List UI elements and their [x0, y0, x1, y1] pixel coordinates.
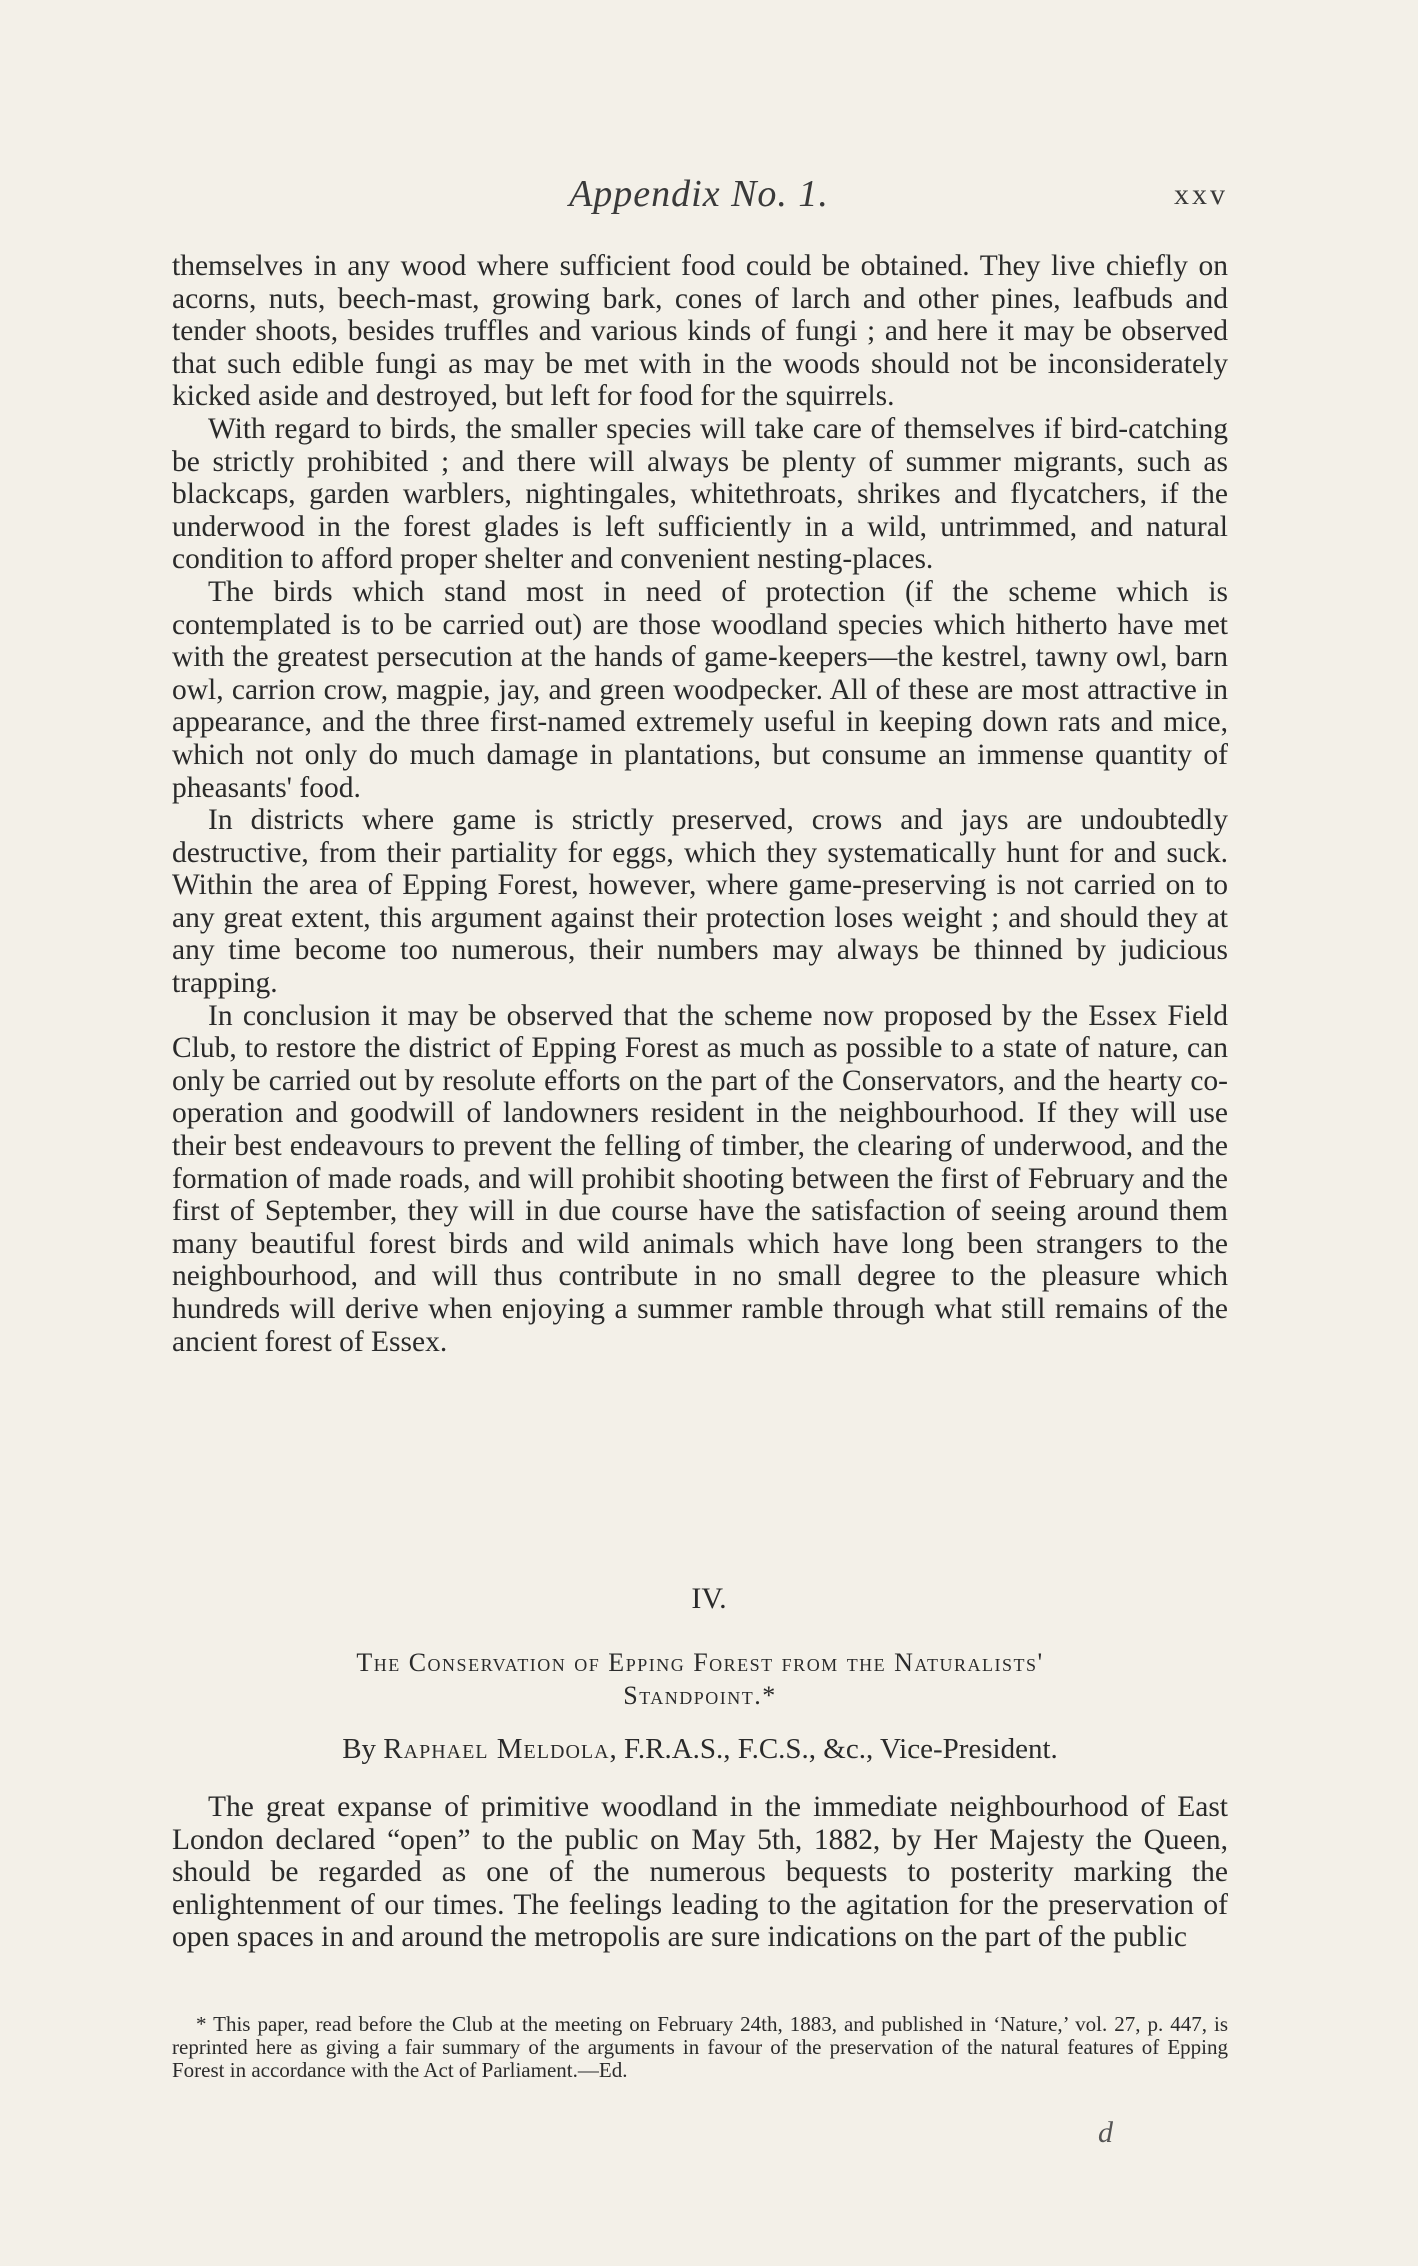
article-opening-paragraph: The great expanse of primitive woodland in the immediate neighbourhood of East London declared “open” to the public on May 5th, 1882, by Her Majesty the Queen, should be regarded as one of the numerous bequests to posterity marking the enlightenment of our times. The feelings leading to the agitation for the preservation of open spaces in and around the metropolis are sure indications on the part of the public [172, 1791, 1228, 1954]
paragraph-protected-birds: The birds which stand most in need of protection (if the scheme which is contemplated is to be carried out) are those woodland species which hitherto have met with the greatest persecution at the hands of game-keepers—the kestrel, tawny owl, barn owl, carrion crow, magpie, jay, and green woodpecker. All of these are most attractive in appearance, and the three first-named extremely useful in keeping down rats and mice, which not only do much damage in plantations, but consume an immense quantity of pheasants' food. [172, 575, 1228, 804]
paragraph-squirrels-food: themselves in any wood where sufficient food could be obtained. They live chiefly on acorns, nuts, beech-mast, growing bark, cones of larch and other pines, leafbuds and tender shoots, besides truffles and various kinds of fungi ; and here it may be observed that such edible fungi as may be met with in the woods should not be inconsiderately kicked aside and destroyed, but left for food for the squirrels. [172, 250, 1228, 413]
paragraph-crows-jays: In districts where game is strictly preserved, crows and jays are undoubtedly destructive, from their partiality for eggs, which they systematically hunt for and suck. Within the area of Epping Forest, however, where game-preserving is not carried on to any great extent, this argument against their protection loses weight ; and should they at any time become too numerous, their numbers may always be thinned by judicious trapping. [172, 804, 1228, 1000]
running-title: Appendix No. 1. [569, 173, 829, 215]
page-header [170, 172, 1228, 222]
article-title [170, 1646, 1230, 1712]
article-title-line-1: The Conservation of Epping Forest from the Naturalists' [356, 1648, 1044, 1677]
page-number: xxv [1174, 178, 1228, 211]
article-title-line-2: Standpoint.* [623, 1681, 777, 1710]
body-text [172, 250, 1228, 1358]
paragraph-birds: With regard to birds, the smaller species will take care of themselves if bird-catching be strictly prohibited ; and there will always be plenty of summer migrants, such as blackcaps, garden warblers, nightingales, whitethroats, shrikes and flycatchers, if the underwood in the forest glades is left sufficiently in a wild, untrimmed, and natural condition to afford proper shelter and convenient nesting-places. [172, 412, 1228, 576]
author-name: Raphael Meldola [383, 1733, 610, 1765]
byline-prefix: By [342, 1733, 384, 1765]
author-credentials: , F.R.A.S., F.C.S., &c., Vice-President. [609, 1733, 1058, 1765]
paragraph-conclusion: In conclusion it may be observed that the scheme now proposed by the Essex Field Club, to restore the district of Epping Forest as much as possible to a state of nature, can only be carried out by resolute efforts on the part of the Conservators, and the hearty co-operation and goodwill of landowners resident in the neighbourhood. If they will use their best endeavours to prevent the felling of timber, the clearing of underwood, and the formation of made roads, and will prohibit shooting between the first of February and the first of September, they will in due course have the satisfaction of seeing around them many beautiful forest birds and wild animals which have long been strangers to the neighbourhood, and will thus contribute in no small degree to the pleasure which hundreds will derive when enjoying a summer ramble through what still remains of the ancient forest of Essex. [172, 999, 1228, 1358]
byline [170, 1733, 1230, 1766]
section-number: IV. [691, 1582, 727, 1615]
footnote: * This paper, read before the Club at the meeting on February 24th, 1883, and published in ‘Nature,’ vol. 27, p. 447, is reprinted here as giving a fair summary of the arguments in favour of the preservation of the natural features of Epping Forest in accordance with the Act of Parliament.—Ed. [172, 2012, 1228, 2082]
signature-mark: d [1098, 2116, 1113, 2149]
